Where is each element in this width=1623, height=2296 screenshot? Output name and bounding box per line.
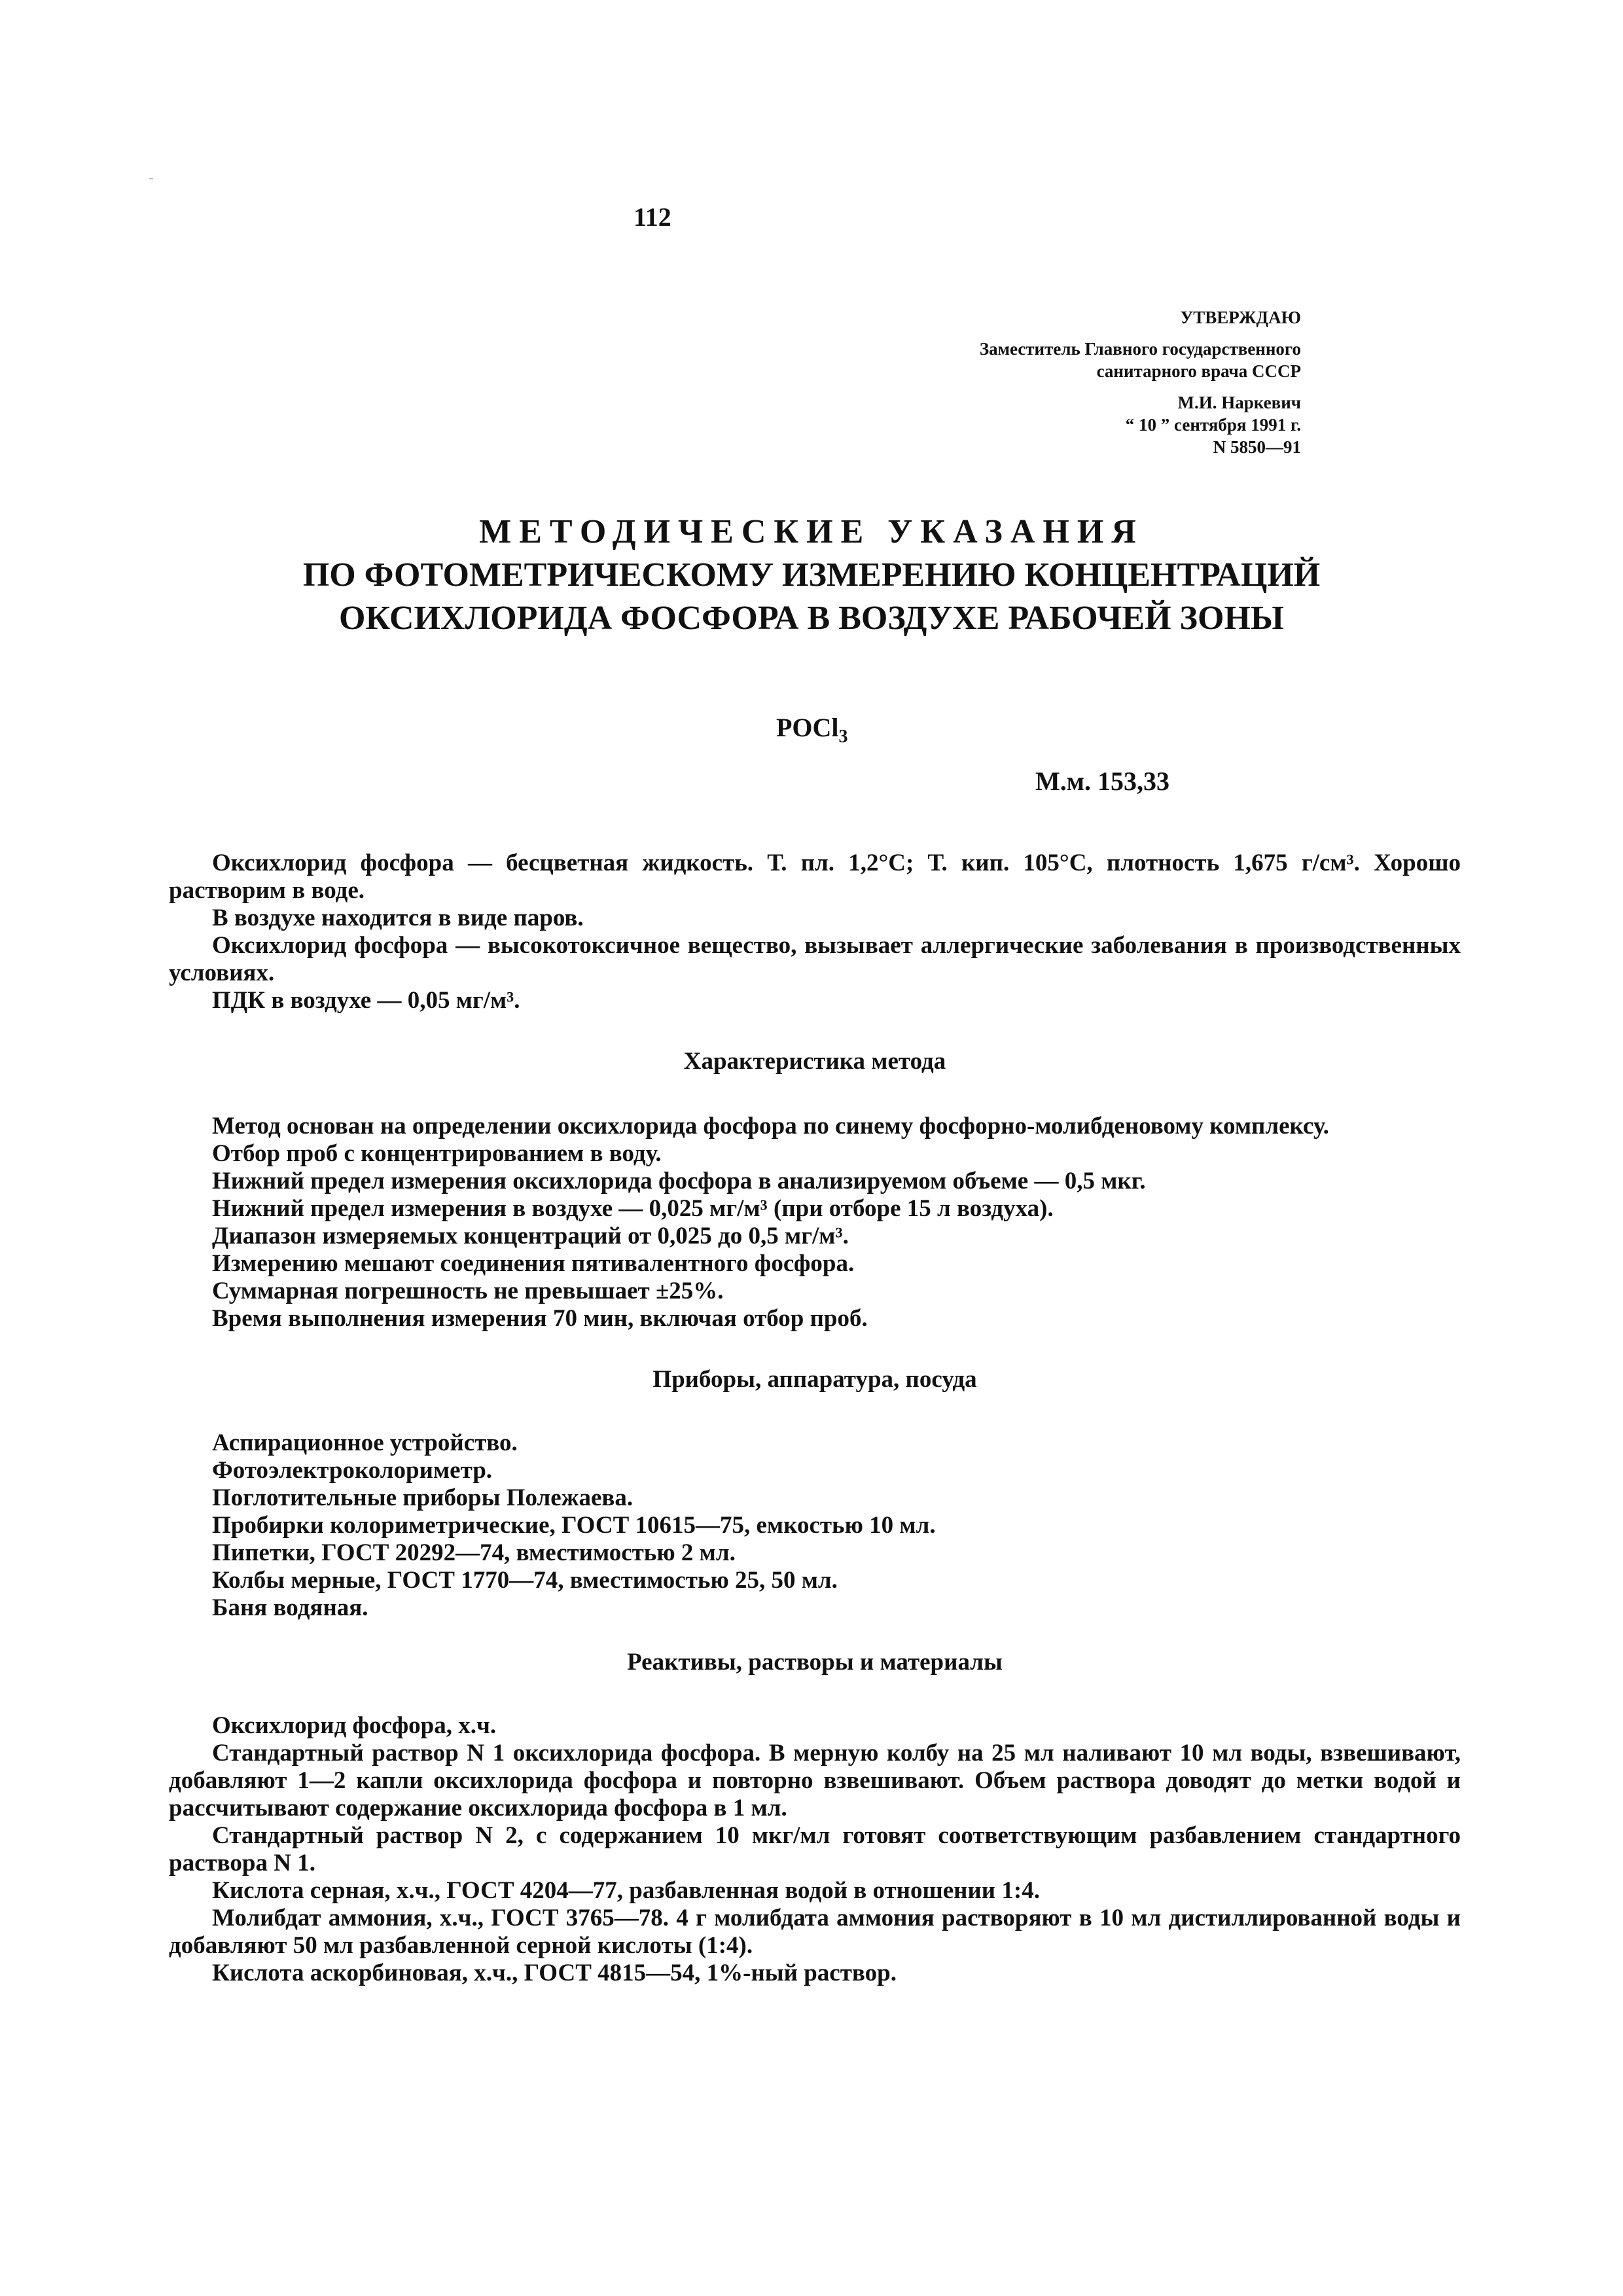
reagent-paragraph-2: Стандартный раствор N 1 оксихлорида фосфора. В мерную колбу на 25 мл наливают 10 мл воды, взвешивают, добавляют 1—2 капли оксихлорида фосфора и повторно взвешивают. Объем раствора доводят до метки водой и рассчитывают содержание оксихлорида фосфора в 1 мл.	[169, 1740, 1461, 1821]
equipment-list	[212, 1429, 1461, 1622]
approval-signatory: М.И. Наркевич	[1177, 393, 1301, 412]
method-list	[212, 1113, 1461, 1333]
list-item: Нижний предел измерения оксихлорида фосфора в анализируемом объеме — 0,5 мкг.	[212, 1168, 1146, 1194]
chemical-formula	[776, 712, 848, 747]
list-item: Пипетки, ГОСТ 20292—74, вместимостью 2 мл.	[212, 1539, 736, 1566]
section-title-equipment: Приборы, аппаратура, посуда	[652, 1366, 977, 1393]
list-item: Измерению мешают соединения пятивалентного фосфора.	[212, 1250, 855, 1277]
list-item: Поглотительные приборы Полежаева.	[212, 1484, 633, 1511]
molar-mass: М.м. 153,33	[1035, 766, 1169, 796]
reagent-paragraph-3: Стандартный раствор N 2, с содержанием 10 мкг/мл готовят соответствующим разбавлением стандартного раствора N 1.	[169, 1822, 1461, 1876]
approval-number: N 5850—91	[1213, 437, 1301, 457]
list-item: Фотоэлектроколориметр.	[212, 1457, 493, 1484]
intro-paragraph-2: В воздухе находится в виде паров.	[212, 905, 584, 931]
title-line-3: ОКСИХЛОРИДА ФОСФОРА В ВОЗДУХЕ РАБОЧЕЙ ЗОНЫ	[339, 600, 1284, 637]
intro-paragraph-1: Оксихлорид фосфора — бесцветная жидкость. Т. пл. 1,2°С; Т. кип. 105°С, плотность 1,675 г/см³. Хорошо растворим в воде.	[169, 850, 1461, 904]
section-title-method: Характеристика метода	[683, 1048, 946, 1075]
list-item: Нижний предел измерения в воздухе — 0,025 мг/м³ (при отборе 15 л воздуха).	[212, 1195, 1054, 1222]
intro-paragraph-3: Оксихлорид фосфора — высокотоксичное вещество, вызывает аллергические заболевания в производственных условиях.	[169, 932, 1461, 986]
title-line-1: МЕТОДИЧЕСКИЕ УКАЗАНИЯ	[479, 513, 1144, 550]
approval-position: Заместитель Главного государственного	[979, 339, 1301, 359]
reagent-paragraph-4: Кислота серная, х.ч., ГОСТ 4204—77, разбавленная водой в отношении 1:4.	[212, 1877, 1040, 1904]
list-item: Аспирационное устройство.	[212, 1429, 518, 1456]
intro-block	[169, 850, 1461, 1014]
reagents-block	[169, 1712, 1461, 1987]
section-title-reagents: Реактивы, растворы и материалы	[627, 1649, 1003, 1676]
approval-heading: УТВЕРЖДАЮ	[1180, 308, 1301, 327]
document-title	[131, 511, 1492, 640]
list-item: Баня водяная.	[212, 1594, 368, 1621]
reagent-paragraph-1: Оксихлорид фосфора, х.ч.	[212, 1712, 497, 1739]
reagent-paragraph-5: Молибдат аммония, х.ч., ГОСТ 3765—78. 4 г молибдата аммония растворяют в 10 мл дистиллированной воды и добавляют 50 мл разбавленной серной кислоты (1:4).	[169, 1905, 1461, 1959]
list-item: Отбор проб с концентрированием в воду.	[212, 1140, 662, 1167]
formula-subscript: 3	[838, 726, 848, 747]
reagent-paragraph-6: Кислота аскорбиновая, х.ч., ГОСТ 4815—54, 1%-ный раствор.	[212, 1960, 897, 1986]
intro-paragraph-4: ПДК в воздухе — 0,05 мг/м³.	[212, 987, 520, 1014]
list-item: Диапазон измеряемых концентраций от 0,025 до 0,5 мг/м³.	[212, 1223, 849, 1249]
list-item: Суммарная погрешность не превышает ±25%.	[212, 1278, 724, 1304]
list-item: Время выполнения измерения 70 мин, включая отбор проб.	[212, 1305, 868, 1332]
approval-stamp	[712, 306, 1301, 458]
list-item: Пробирки колориметрические, ГОСТ 10615—75, емкостью 10 мл.	[212, 1512, 936, 1539]
title-line-2: ПО ФОТОМЕТРИЧЕСКОМУ ИЗМЕРЕНИЮ КОНЦЕНТРАЦИЙ	[302, 556, 1321, 594]
page-number: 112	[633, 202, 671, 232]
list-item: Колбы мерные, ГОСТ 1770—74, вместимостью 25, 50 мл.	[212, 1567, 838, 1594]
list-item: Метод основан на определении оксихлорида фосфора по синему фосфорно-молибденовому комплексу.	[212, 1113, 1329, 1139]
approval-date: “ 10 ” сентября 1991 г.	[1125, 415, 1301, 435]
formula-base: POCl	[776, 713, 839, 742]
scan-speck	[149, 178, 153, 179]
approval-position-cont: санитарного врача СССР	[1096, 361, 1301, 381]
